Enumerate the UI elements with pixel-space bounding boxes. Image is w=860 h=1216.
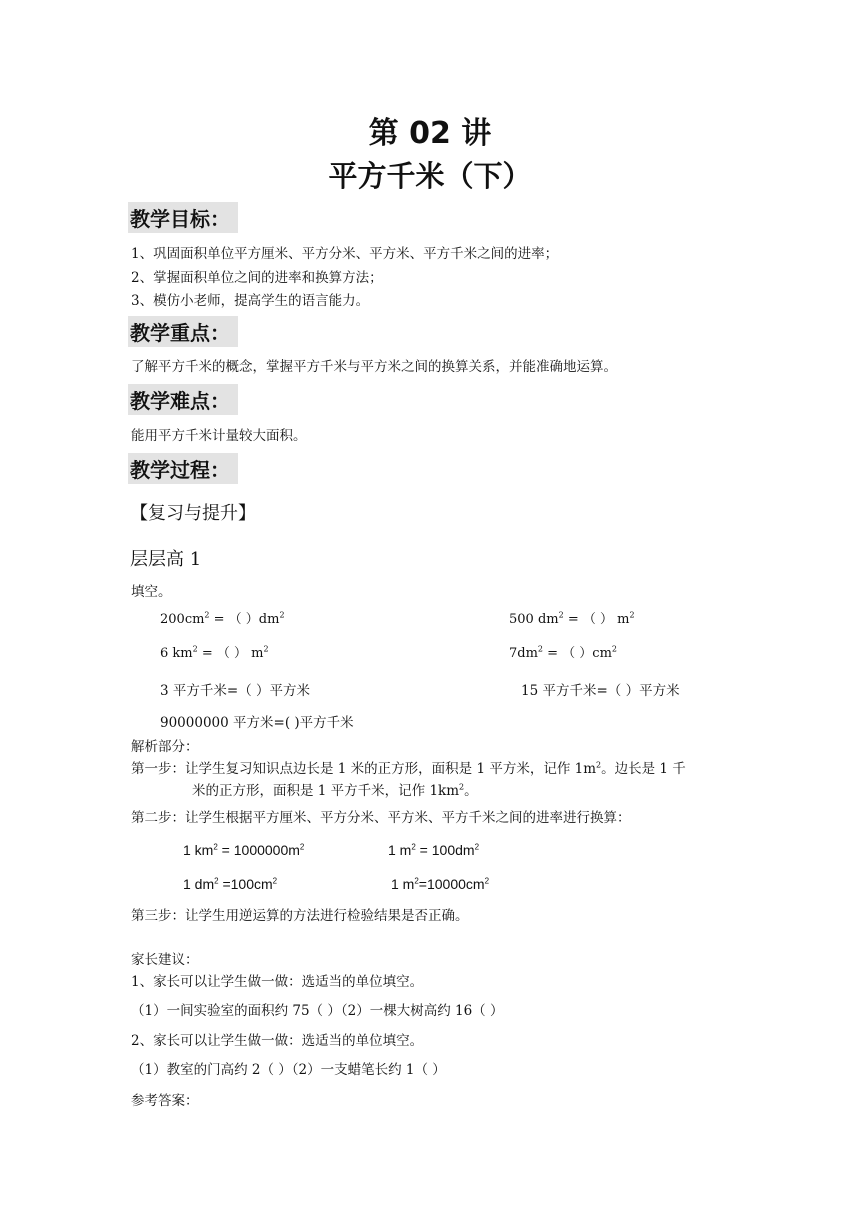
- key-points-heading: 教学重点：: [128, 316, 238, 347]
- parent-tip-1: 1、家长可以让学生做一做：选适当的单位填空。: [131, 974, 424, 990]
- lesson-number: 第 02 讲: [368, 116, 492, 151]
- difficulties-heading: 教学难点：: [128, 384, 238, 415]
- step-1-line-1: 第一步：让学生复习知识点边长是 1 米的正方形，面积是 1 平方米，记作 $1m^2$。边长是 1 千: [131, 760, 686, 777]
- key-points-text: 了解平方千米的概念，掌握平方千米与平方米之间的换算关系，并能准确地运算。: [131, 359, 617, 375]
- formula-m-dm: 1 $m^2 = 100dm^2$: [388, 842, 480, 858]
- parent-tip-2: 2、家长可以让学生做一做：选适当的单位填空。: [131, 1033, 424, 1049]
- formula-m-cm: 1 $m^2=10000cm^2$: [391, 876, 490, 892]
- section-title: 【复习与提升】: [130, 503, 256, 524]
- exercise-3b: 15 平方千米=（ ）平方米: [521, 683, 680, 699]
- exercise-1b: 500 $dm^2$ = （ ） $m^2$: [509, 610, 635, 627]
- exercise-4: 90000000 平方米=( )平方千米: [160, 715, 354, 731]
- difficulties-text: 能用平方千米计量较大面积。: [131, 428, 307, 444]
- formula-dm-cm: 1 $dm^2 =100cm^2$: [183, 876, 278, 892]
- exercise-2b: $7dm^2$ = （ ）$cm^2$: [509, 644, 618, 661]
- analysis-label: 解析部分：: [131, 739, 199, 755]
- exercise-3a: 3 平方千米=（ ）平方米: [160, 683, 310, 699]
- fill-in-instruction: 填空。: [131, 584, 172, 600]
- exercise-1a: $200cm^2$ = （ ）$dm^2$: [160, 610, 285, 627]
- answer-label: 参考答案：: [131, 1093, 199, 1109]
- goal-item: 1、巩固面积单位平方厘米、平方分米、平方米、平方千米之间的进率；: [131, 246, 559, 262]
- step-1-line-2: 米的正方形，面积是 1 平方千米，记作 $1km^2$。: [192, 782, 478, 799]
- goal-item: 3、模仿小老师，提高学生的语言能力。: [131, 293, 370, 309]
- parents-label: 家长建议：: [131, 952, 199, 968]
- process-heading: 教学过程：: [128, 453, 238, 484]
- step-2: 第二步：让学生根据平方厘米、平方分米、平方米、平方千米之间的进率进行换算：: [131, 810, 631, 826]
- level-title: 层层高 1: [130, 549, 202, 570]
- parent-question-2: （1）教室的门高约 2（ ）（2）一支蜡笔长约 1（ ）: [131, 1062, 446, 1078]
- goal-item: 2、掌握面积单位之间的进率和换算方法；: [131, 270, 383, 286]
- exercise-2a: 6 $km^2$ = （ ） $m^2$: [160, 644, 269, 661]
- formula-km-m: 1 $km^2 = 1000000m^2$: [183, 842, 305, 858]
- goals-heading: 教学目标：: [128, 202, 238, 233]
- parent-question-1: （1）一间实验室的面积约 75（ ）（2）一棵大树高约 16（ ）: [131, 1003, 504, 1019]
- step-3: 第三步：让学生用逆运算的方法进行检验结果是否正确。: [131, 908, 469, 924]
- lesson-title: 平方千米（下）: [328, 159, 532, 193]
